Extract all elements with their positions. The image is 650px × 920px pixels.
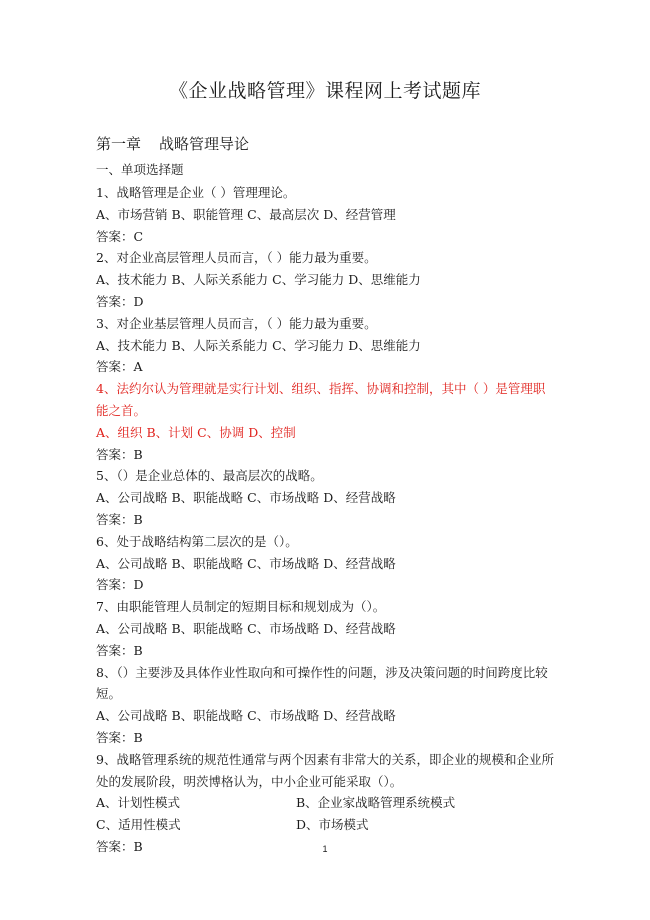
question-options: A、市场营销 B、职能管理 C、最高层次 D、经营管理 xyxy=(96,206,396,222)
question-options-row-2 xyxy=(96,814,554,836)
question-text: 6、处于战略结构第二层次的是（）。 xyxy=(96,533,298,549)
section-heading: 一、单项选择题 xyxy=(96,162,184,177)
question-options: A、公司战略 B、职能战略 C、市场战略 D、经营战略 xyxy=(96,620,396,636)
question-4 xyxy=(96,378,554,465)
question-options-highlighted: A、组织 B、计划 C、协调 D、控制 xyxy=(96,424,296,440)
question-text-highlighted: 4、法约尔认为管理就是实行计划、组织、指挥、协调和控制，其中（ ）是管理职能之首。 xyxy=(96,381,546,418)
question-text: 7、由职能管理人员制定的短期目标和规划成为（）。 xyxy=(96,599,386,615)
question-5 xyxy=(96,465,554,530)
question-answer: 答案：B xyxy=(96,838,143,854)
option-b: B、企业家战略管理系统模式 xyxy=(296,795,456,811)
question-9 xyxy=(96,749,554,858)
question-6 xyxy=(96,531,554,596)
question-text: 1、战略管理是企业（ ）管理理论。 xyxy=(96,185,296,200)
question-options: A、技术能力 B、人际关系能力 C、学习能力 D、思维能力 xyxy=(96,337,421,353)
question-text: 8、（）主要涉及具体作业性取向和可操作性的问题，涉及决策问题的时间跨度比较短。 xyxy=(96,664,548,702)
question-options: A、公司战略 B、职能战略 C、市场战略 D、经营战略 xyxy=(96,708,396,724)
question-answer: 答案：D xyxy=(96,577,144,593)
question-1 xyxy=(96,182,554,247)
question-text: 2、对企业高层管理人员而言，（ ）能力最为重要。 xyxy=(96,250,377,266)
question-3 xyxy=(96,313,554,378)
question-answer: 答案：B xyxy=(96,446,143,462)
question-7 xyxy=(96,596,554,661)
page-number: 1 xyxy=(322,844,328,854)
question-options-row-1 xyxy=(96,792,554,814)
question-options: A、技术能力 B、人际关系能力 C、学习能力 D、思维能力 xyxy=(96,272,421,288)
chapter-name: 战略管理导论 xyxy=(159,135,250,153)
question-answer: 答案：B xyxy=(96,729,143,745)
question-options: A、公司战略 B、职能战略 C、市场战略 D、经营战略 xyxy=(96,490,396,506)
chapter-heading xyxy=(96,133,554,154)
option-c: C、适用性模式 xyxy=(96,817,181,833)
question-options: A、公司战略 B、职能战略 C、市场战略 D、经营战略 xyxy=(96,555,396,571)
question-answer: 答案：A xyxy=(96,359,143,375)
question-text: 9、战略管理系统的规范性通常与两个因素有非常大的关系，即企业的规模和企业所处的发展阶段，明茨博格认为，中小企业可能采取（）。 xyxy=(96,751,554,789)
question-8 xyxy=(96,662,554,749)
option-a: A、计划性模式 xyxy=(96,795,181,811)
question-2 xyxy=(96,247,554,312)
question-answer: 答案：B xyxy=(96,642,143,658)
question-answer: 答案：C xyxy=(96,228,144,244)
question-text: 3、对企业基层管理人员而言，（ ）能力最为重要。 xyxy=(96,315,377,331)
question-answer: 答案：B xyxy=(96,511,143,527)
chapter-number: 第一章 xyxy=(96,135,142,153)
document-title: 《企业战略管理》课程网上考试题库 xyxy=(168,80,481,102)
option-d: D、市场模式 xyxy=(296,817,369,833)
question-text: 5、（）是企业总体的、最高层次的战略。 xyxy=(96,468,323,484)
question-answer: 答案：D xyxy=(96,293,144,309)
